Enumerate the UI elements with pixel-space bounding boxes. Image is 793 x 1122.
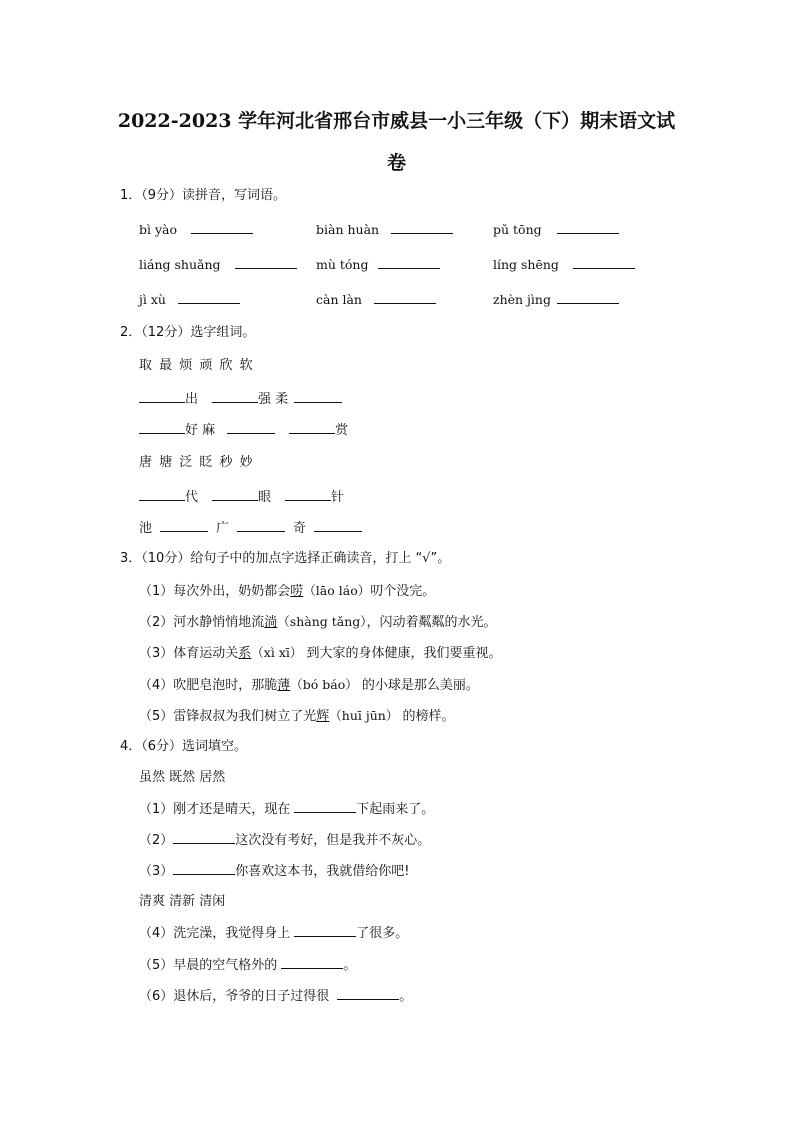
pinyin-text: biàn huàn [316,222,380,237]
sentence-text: 叨个没完。 [370,584,436,599]
sentence-text: 的小球是那么美丽。 [357,678,479,693]
pinyin-text: càn làn [316,292,362,307]
q1-item-9 [493,291,619,310]
q4-header: 4．（6分）选词填空。 [120,739,248,754]
q4-word-group-1: 虽然 既然 居然 [139,770,226,785]
pinyin-options[interactable]: （lāo láo） [303,583,371,598]
answer-blank[interactable] [235,256,297,269]
given-char: 赏 [335,423,349,438]
q1-item-5 [316,256,440,275]
q2-char-set-2: 唐 塘 泛 眨 秒 妙 [139,455,253,470]
given-char: 池 [139,521,153,536]
q1-item-2 [316,221,453,240]
q3-sentence-5 [139,707,455,726]
answer-blank[interactable] [289,421,335,434]
sentence-text: （4）洗完澡，我觉得身上 [139,926,291,941]
q1-header: 1．（9分）读拼音，写词语。 [120,188,287,203]
answer-blank[interactable] [314,519,362,532]
answer-blank[interactable] [173,862,235,875]
q3-sentence-4 [139,676,479,695]
answer-blank[interactable] [173,831,235,844]
sentence-text: （5）早晨的空气格外的 [139,958,278,973]
pinyin-options[interactable]: （xì xī） [251,645,303,660]
answer-blank[interactable] [212,488,258,501]
pinyin-text: zhèn jìng [493,292,551,307]
answer-blank[interactable] [191,221,253,234]
given-char: 针 [331,490,345,505]
q3-header: 3．（10分）给句子中的加点字选择正确读音，打上 “√”。 [120,551,451,566]
sentence-text: 下起雨来了。 [356,802,435,817]
sentence-text: 。 [343,958,357,973]
sentence-text: 到大家的身体健康，我们要重视。 [302,646,502,661]
given-char: 出 [185,392,199,407]
answer-blank[interactable] [557,221,619,234]
q1-item-6 [493,256,635,275]
dotted-char: 淌 [264,615,278,630]
q3-sentence-1 [139,582,435,601]
pinyin-options[interactable]: （shàng tǎng） [277,614,367,629]
sentence-text: 你喜欢这本书，我就借给你吧! [235,864,410,879]
dotted-char: 辉 [316,709,330,724]
pinyin-text: mù tóng [316,257,369,272]
pinyin-text: pǔ tōng [493,222,542,237]
q1-item-7 [139,291,240,310]
answer-blank[interactable] [160,519,208,532]
q3-sentence-3 [139,644,502,663]
sentence-text: （1）每次外出，奶奶都会 [139,584,291,599]
q1-item-4 [139,256,297,275]
dotted-char: 薄 [277,678,291,693]
answer-blank[interactable] [281,956,343,969]
exam-title-line2: 卷 [386,152,406,174]
q4-item-6 [139,987,412,1006]
given-char: 广 [216,521,230,536]
q1-item-8 [316,291,436,310]
answer-blank[interactable] [178,291,240,304]
sentence-text: （2）河水静悄悄地流 [139,615,265,630]
answer-blank[interactable] [337,987,399,1000]
answer-blank[interactable] [573,256,635,269]
given-char: 好 麻 [185,423,216,438]
sentence-text: （4）吹肥皂泡时，那脆 [139,678,278,693]
q3-sentence-2 [139,613,497,632]
pinyin-text: bì yào [139,222,178,237]
q2-header: 2．（12分）选字组词。 [120,325,256,340]
answer-blank[interactable] [227,421,275,434]
sentence-text: （1）刚才还是晴天，现在 [139,802,291,817]
sentence-text: 的榜样。 [398,709,455,724]
answer-blank[interactable] [212,390,258,403]
answer-blank[interactable] [374,291,436,304]
q4-item-2 [139,831,430,850]
answer-blank[interactable] [557,291,619,304]
answer-blank[interactable] [294,924,356,937]
given-char: 代 [185,490,199,505]
sentence-text: 。 [399,989,413,1004]
q2-row-1 [139,390,342,409]
sentence-text: （3） [139,864,174,879]
sentence-text: ，闪动着粼粼的水光。 [366,615,497,630]
dotted-char: 唠 [290,584,304,599]
pinyin-text: líng shēng [493,257,559,272]
answer-blank[interactable] [139,421,185,434]
pinyin-text: jì xù [139,292,166,307]
q4-word-group-2: 清爽 清新 清闲 [139,894,226,909]
q2-row-3 [139,488,344,507]
exam-title-line1: 2022-2023 学年河北省邢台市威县一小三年级（下）期末语文试 [117,110,676,132]
answer-blank[interactable] [294,390,342,403]
pinyin-options[interactable]: （bó báo） [290,677,358,692]
given-char: 奇 [293,521,307,536]
q4-item-1 [139,800,434,819]
q2-row-2 [139,421,348,440]
answer-blank[interactable] [285,488,331,501]
sentence-text: 了很多。 [356,926,409,941]
given-char: 强 柔 [258,392,289,407]
q1-item-3 [493,221,619,240]
sentence-text: （2） [139,833,174,848]
q4-item-3 [139,862,410,881]
sentence-text: （5）雷锋叔叔为我们树立了光 [139,709,317,724]
answer-blank[interactable] [139,488,185,501]
pinyin-text: liáng shuǎng [139,257,221,272]
answer-blank[interactable] [391,221,453,234]
answer-blank[interactable] [139,390,185,403]
given-char: 眼 [258,490,272,505]
dotted-char: 系 [238,646,252,661]
answer-blank[interactable] [237,519,285,532]
q1-item-1 [139,221,253,240]
sentence-text: （3）体育运动关 [139,646,239,661]
q4-item-5 [139,956,356,975]
q2-row-4 [139,519,362,538]
sentence-text: （6）退休后，爷爷的日子过得很 [139,989,330,1004]
answer-blank[interactable] [294,800,356,813]
sentence-text: 这次没有考好，但是我并不灰心。 [235,833,431,848]
q4-item-4 [139,924,408,943]
pinyin-options[interactable]: （huī jūn） [329,708,399,723]
q2-char-set-1: 取 最 烦 顽 欣 软 [139,358,253,373]
answer-blank[interactable] [378,256,440,269]
